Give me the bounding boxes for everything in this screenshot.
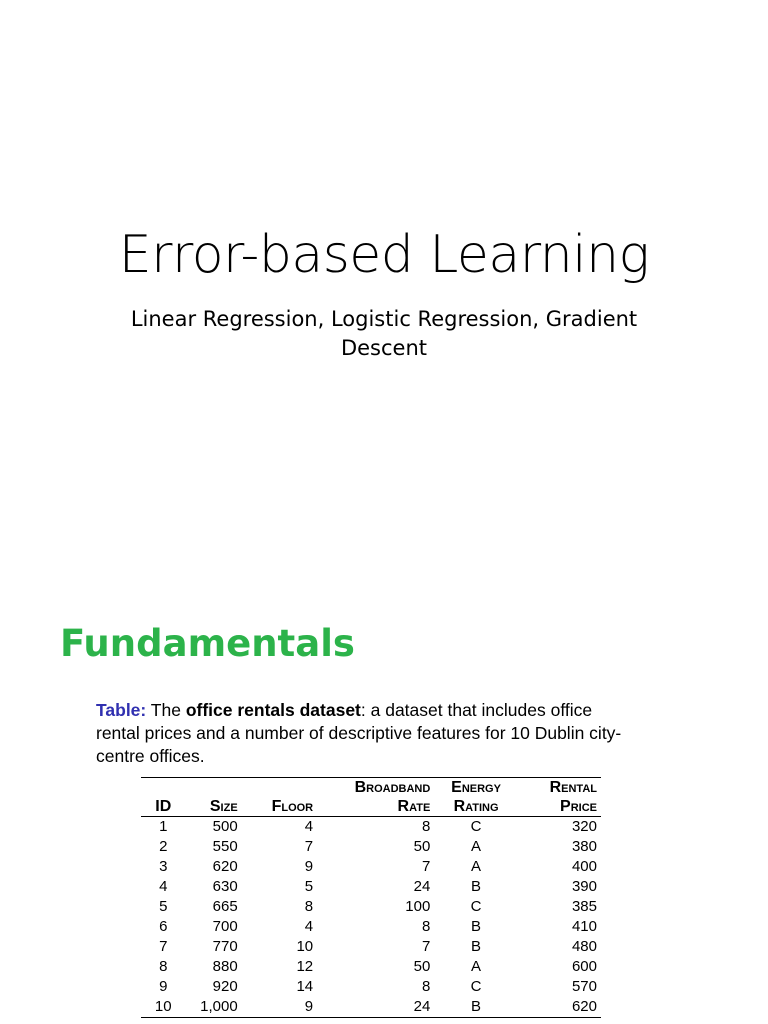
cell-size: 550 [212,838,238,855]
cell-energy-rating: C [470,818,482,835]
cell-energy-rating: B [471,878,482,895]
header-top-broadband: Broadband [317,778,434,798]
cell-size: 880 [212,958,238,975]
cell-size: 630 [212,878,238,895]
header-top-rental: Rental [518,778,601,798]
table-row [141,917,601,937]
header-top-size [186,778,242,798]
table-row [141,817,601,838]
table-row [141,877,601,897]
cell-floor: 7 [304,838,314,855]
table-caption [96,699,636,768]
cell-id: 9 [159,978,168,995]
cell-floor: 8 [304,898,314,915]
table-row [141,957,601,977]
cell-rental-price: 600 [571,958,597,975]
cell-size: 1,000 [186,997,242,1018]
cell-broadband-rate: 50 [413,838,431,855]
cell-rental-price: 320 [571,818,597,835]
header-row-bottom [141,797,601,817]
office-rentals-table [141,777,601,1018]
cell-id: 10 [141,997,186,1018]
caption-text-rest: : a dataset that includes office rental prices and a number of descriptive features for 10 Dublin city-centre offices. [96,700,622,766]
slide-subtitle: Linear Regression, Logistic Regression, Gradient Descent [130,307,638,360]
slide-title: Error-based Learning [118,225,650,285]
section-heading: Fundamentals [60,622,355,665]
table-body [141,817,601,1018]
cell-broadband-rate: 50 [413,958,431,975]
header-top-floor [242,778,317,798]
cell-floor: 9 [304,858,314,875]
cell-id: 5 [159,898,168,915]
cell-size: 665 [212,898,238,915]
cell-rental-price: 480 [571,938,597,955]
cell-broadband-rate: 8 [421,918,431,935]
table-row [141,837,601,857]
caption-dataset-name: office rentals dataset [185,700,361,720]
cell-floor: 12 [296,958,314,975]
table-row [141,897,601,917]
table-row [141,997,601,1018]
cell-id: 8 [159,958,168,975]
cell-size: 700 [212,918,238,935]
cell-size: 620 [212,858,238,875]
cell-rental-price: 385 [571,898,597,915]
header-row-top [141,778,601,798]
table-row [141,937,601,957]
cell-energy-rating: C [470,978,482,995]
header-size: Size [186,797,242,817]
header-price: Price [518,797,601,817]
cell-energy-rating: C [470,898,482,915]
header-top-id [141,778,186,798]
cell-broadband-rate: 8 [421,978,431,995]
cell-id: 7 [159,938,168,955]
cell-size: 920 [212,978,238,995]
header-floor: Floor [242,797,317,817]
cell-id: 6 [159,918,168,935]
cell-rental-price: 380 [571,838,597,855]
cell-energy-rating: A [471,838,482,855]
cell-size: 770 [212,938,238,955]
cell-id: 2 [159,838,168,855]
cell-floor: 10 [296,938,314,955]
cell-id: 3 [159,858,168,875]
cell-id: 1 [159,818,168,835]
cell-broadband-rate: 7 [421,858,431,875]
cell-broadband-rate: 24 [413,878,431,895]
cell-broadband-rate: 100 [405,898,431,915]
cell-rental-price: 570 [571,978,597,995]
cell-energy-rating: B [434,997,518,1018]
cell-id: 4 [159,878,168,895]
cell-floor: 9 [242,997,317,1018]
header-rating: Rating [434,797,518,817]
cell-broadband-rate: 7 [421,938,431,955]
caption-label: Table: [96,700,147,720]
header-rate: Rate [317,797,434,817]
table-row [141,857,601,877]
cell-broadband-rate: 8 [421,818,431,835]
caption-text-pre: The [146,700,186,720]
cell-energy-rating: B [471,918,482,935]
cell-floor: 5 [304,878,314,895]
cell-floor: 4 [304,818,314,835]
cell-size: 500 [212,818,238,835]
header-top-energy: Energy [434,778,518,798]
table-row [141,977,601,997]
cell-rental-price: 400 [571,858,597,875]
cell-energy-rating: B [471,938,482,955]
cell-rental-price: 410 [571,918,597,935]
cell-broadband-rate: 24 [317,997,434,1018]
header-id: ID [141,797,186,817]
cell-floor: 14 [296,978,314,995]
cell-energy-rating: A [471,958,482,975]
cell-rental-price: 620 [518,997,601,1018]
cell-energy-rating: A [471,858,482,875]
cell-floor: 4 [304,918,314,935]
cell-rental-price: 390 [571,878,597,895]
